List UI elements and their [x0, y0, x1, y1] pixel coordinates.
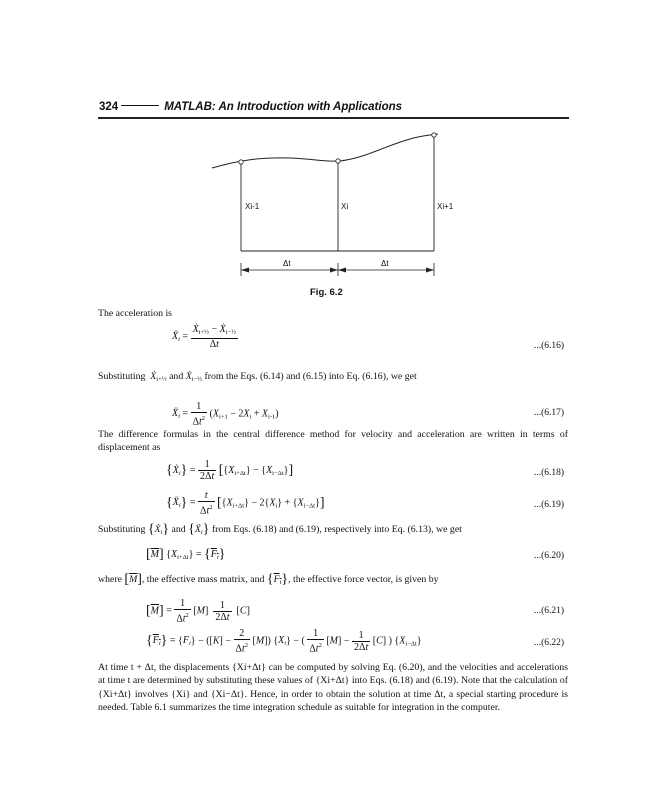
arrow-l2 [330, 268, 338, 273]
equation-6-17: Ẍ$_i$ = $\frac{1}{\Delta t^2}$ $(X_{i+1} - 2X_i + X_{i-1})$ [172, 401, 279, 428]
where-c: , the effective force vector, is given by [288, 574, 439, 585]
label-dt-left: Δt [283, 259, 291, 268]
subst2-b: from Eqs. (6.18) and (6.19), respectively into Eq. (6.13), we get [211, 524, 462, 535]
equation-6-16: Ẍ$_i$ = $\frac{Ẋ_{i+\frac{1}{2}} - Ẋ_{i-\frac{1}{2}}}{\Delta t}$ [172, 324, 237, 350]
eqno-6-18: ...(6.18) [534, 468, 565, 478]
label-x-next: Xi+1 [437, 202, 454, 211]
eqno-6-17: ...(6.17) [534, 408, 565, 418]
equation-6-18: {Ẋ$_i$} = $\frac{1}{2\Delta t}$ $[\{X_{i+\Delta t}\} - \{X_{i-\Delta t}\}]$ [166, 459, 294, 482]
eqno-6-19: ...(6.19) [534, 500, 565, 510]
arrow-r1 [338, 268, 346, 273]
subst1-b: from the Eqs. (6.14) and (6.15) into Eq. (6.16), we get [204, 371, 417, 382]
label-x-prev: Xi-1 [245, 202, 260, 211]
figure-caption: Fig. 6.2 [310, 287, 343, 298]
subst2-a: Substituting [98, 524, 146, 535]
node-next [432, 133, 436, 137]
equation-6-20: $[\overline{M}] \{X_{i+\Delta t}\} = \{F_i\}$ [146, 547, 226, 562]
text-where: where $[\overline{M}]$, the effective mass matrix, and $\{F_i\}$, the effective force vector, is given by [98, 572, 439, 587]
arrow-r2 [426, 268, 434, 273]
label-x-curr: Xi [341, 202, 349, 211]
text-final-paragraph: At time t + Δt, the displacements {Xi+Δt} can be computed by solving Eq. (6.20), and the velocities and accelerations at time t are determined by substituting these values of {Xi+Δt} into Eqs. (6.18) and (6.19). Note that the calculation of {Xi+Δt} involves {Xi} and {Xi−Δt}. Hence, in order to obtain the solution at time Δt, a special starting procedure is needed. Table 6.1 summarizes the time integration schedule as suitable for integration in the computer. [98, 662, 568, 713]
book-title: MATLAB: An Introduction with Applications [164, 101, 403, 113]
equation-6-19: {Ẍ$_i$} = $\frac{t}{\Delta t^2}$ $[\{X_{i+\Delta t}\} - 2\{X_i\} + \{X_{i-\Delta t}\}]$ [166, 490, 325, 517]
text-subst-1: Substituting Ẋ$_{i+\frac{1}{2}}$ and Ẋ$_{i-\frac{1}{2}}$ from the Eqs. (6.14) and (6.15) into Eq. (6.16), we get [98, 371, 417, 383]
eqno-6-21: ...(6.21) [534, 606, 565, 616]
node-curr [336, 159, 340, 163]
equation-6-21: $[\overline{M}]$ = $\frac{1}{\Delta t^2}$ [M] $\frac{1}{2\Delta t}$ [C] [146, 598, 250, 625]
where-a: where [98, 574, 122, 585]
eqno-6-20: ...(6.20) [534, 551, 565, 561]
arrow-l1 [241, 268, 249, 273]
label-dt-right: Δt [381, 259, 389, 268]
text-accel-intro: The acceleration is [98, 308, 172, 319]
eqno-6-22: ...(6.22) [534, 638, 565, 648]
displacement-curve [212, 134, 438, 168]
where-b: , the effective mass matrix, and [141, 574, 265, 585]
equation-6-22: $\{F_i\} = \{F_i\} - ([K]$ − $\frac{2}{\Delta t^2}$ [M]) $\{X_i\}$ − ( $\frac{1}{\Delta t^2}$ [M] − $\frac{1}{2\Delta t}$ [C] ) $\{X_{i-\Delta t}\}$ [146, 628, 422, 655]
node-prev [239, 160, 243, 164]
text-subst-2: Substituting {Ẋ$_i$} and {Ẍ$_i$} from Eqs. (6.18) and (6.19), respectively into Eq. (6.13), we get [98, 522, 462, 537]
subst2-and: and [171, 524, 186, 535]
figure-6-2 [0, 0, 662, 300]
eqno-6-16: ...(6.16) [534, 341, 565, 351]
subst1-a: Substituting [98, 371, 146, 382]
page-number: 324 [99, 101, 119, 113]
text-diff-formulas: The difference formulas in the central difference method for velocity and acceleration are written in terms of displacement as [98, 429, 568, 454]
subst1-and: and [169, 371, 184, 382]
